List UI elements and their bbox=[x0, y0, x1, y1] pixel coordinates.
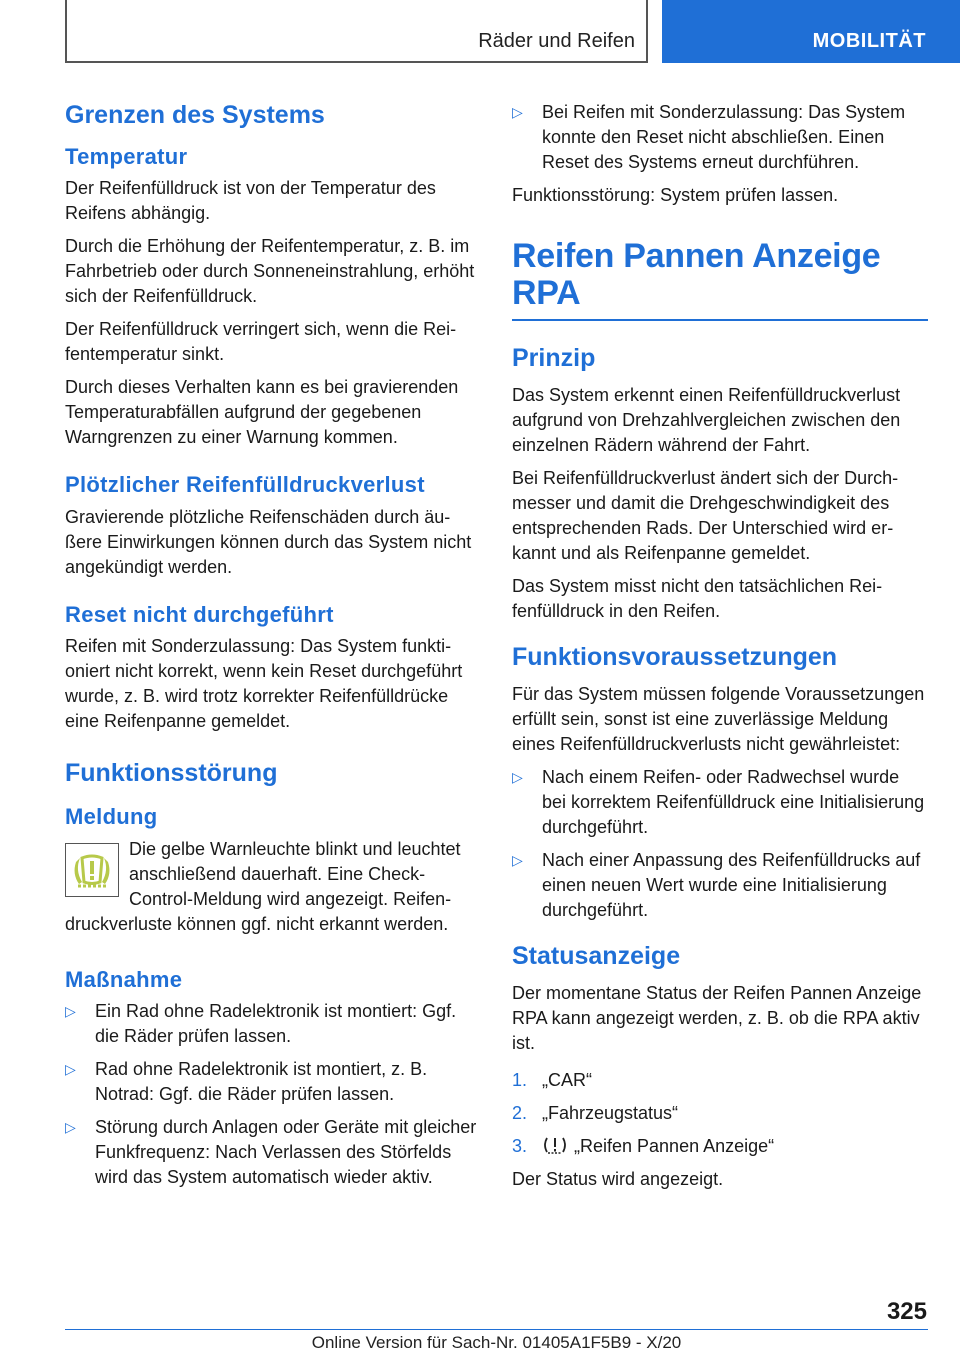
tire-pressure-warning-icon bbox=[542, 1135, 568, 1155]
paragraph: Das System misst nicht den tatsächlichen Reifenfülldruck in den Reifen. bbox=[512, 576, 883, 622]
heading-meldung: Meldung bbox=[65, 804, 158, 830]
paragraph: Gravierende plötzliche Reifenschäden durch äußere Einwirkungen können durch das System nicht angekündigt werden. bbox=[65, 506, 472, 577]
list-item: ▷ Nach einer Anpassung des Reifenfülldrucks auf einen neuen Wert wurde eine Initialisierung durchgeführt. bbox=[512, 850, 921, 921]
warning-message-block bbox=[65, 837, 480, 937]
footer-text: Online Version für Sach-Nr. 01405A1F5B9 - X/20 bbox=[311, 1333, 682, 1352]
paragraph: Der Reifenfülldruck ist von der Temperatur des Reifens abhängig. bbox=[65, 178, 436, 224]
paragraph: Das System erkennt einen Reifenfülldruckverlust aufgrund von Drehzahlvergleichen zwischen den einzelnen Rädern während der Fahrt. bbox=[512, 385, 901, 456]
heading-voraussetzungen: Funktionsvoraussetzungen bbox=[512, 643, 838, 672]
footer-rule bbox=[65, 1329, 928, 1330]
page-number: 325 bbox=[886, 1298, 927, 1325]
list-item: ▷ Ein Rad ohne Radelektronik ist montiert: Ggf. die Räder prüfen lassen. bbox=[65, 1000, 457, 1046]
list-item: ▷ Störung durch Anlagen oder Geräte mit gleicher Funkfrequenz: Nach Verlassen des Störfelds wird das System automatisch wieder aktiv. bbox=[65, 1116, 477, 1187]
step-item: 3. „Reifen Pannen Anzeige“ bbox=[512, 1136, 775, 1157]
paragraph: Der momentane Status der Reifen Pannen Anzeige RPA kann angezeigt werden, z. B. ob die RPA aktiv ist. bbox=[512, 983, 922, 1054]
voraussetzungen-list bbox=[512, 765, 928, 923]
paragraph: Der Status wird angezeigt. bbox=[512, 1169, 724, 1190]
paragraph: Funktionsstörung: System prüfen lassen. bbox=[512, 185, 839, 205]
paragraph: Bei Reifenfülldruckverlust ändert sich der Durchmesser und damit die Drehgeschwindigkeit des entsprechenden Rads. Der Unterschied wird erkannt und als Reifenpanne gemeldet. bbox=[512, 468, 899, 564]
header-section-title: Räder und Reifen bbox=[478, 30, 635, 52]
right-column bbox=[512, 100, 928, 1200]
paragraph: Durch dieses Verhalten kann es bei gravierenden Temperaturabfällen aufgrund der gegebenen Warngrenzen zu einer Warnung kommen. bbox=[65, 377, 459, 448]
triangle-bullet-icon: ▷ bbox=[512, 769, 523, 786]
triangle-bullet-icon: ▷ bbox=[65, 1060, 76, 1077]
heading-reset: Reset nicht durchgeführt bbox=[65, 601, 334, 627]
heading-rpa: Reifen Pannen Anzeige RPA bbox=[512, 237, 881, 312]
status-steps bbox=[512, 1068, 928, 1159]
massnahme-list bbox=[65, 999, 480, 1190]
step-item: 1. „CAR“ bbox=[512, 1070, 592, 1091]
heading-funktionsstoerung: Funktionsstörung bbox=[65, 759, 278, 788]
triangle-bullet-icon: ▷ bbox=[512, 852, 523, 869]
list-item: ▷ Rad ohne Radelektronik ist montiert, z. B. Notrad: Ggf. die Räder prüfen lassen. bbox=[65, 1058, 428, 1104]
paragraph: Die gelbe Warnleuchte blinkt und leuchtet anschließend dauerhaft. Eine Check-Control-Meldung wird angezeigt. Reifendruckverluste können ggf. nicht erkannt werden. bbox=[65, 838, 461, 934]
heading-ploetzlich: Plötzlicher Reifenfülldruckverlust bbox=[65, 472, 425, 498]
list-item: ▷ Bei Reifen mit Sonderzulassung: Das System konnte den Reset nicht abschließen. Einen Reset des Systems erneut durchführen. bbox=[512, 102, 906, 172]
heading-rule bbox=[512, 319, 928, 321]
step-item: 2. „Fahrzeugstatus“ bbox=[512, 1103, 679, 1124]
left-column bbox=[65, 100, 480, 1198]
reset-list bbox=[512, 100, 928, 175]
paragraph: Der Reifenfülldruck verringert sich, wenn die Reifentemperatur sinkt. bbox=[65, 319, 457, 365]
triangle-bullet-icon: ▷ bbox=[65, 1118, 76, 1135]
heading-statusanzeige: Statusanzeige bbox=[512, 942, 681, 971]
header-chapter-tab: MOBILITÄT bbox=[662, 0, 960, 63]
tire-pressure-warning-icon bbox=[65, 843, 119, 897]
triangle-bullet-icon: ▷ bbox=[512, 104, 523, 120]
triangle-bullet-icon: ▷ bbox=[65, 1002, 76, 1019]
paragraph: Durch die Erhöhung der Reifentemperatur, z. B. im Fahrbetrieb oder durch Sonneneinstrahlung, erhöht sich der Reifenfülldruck. bbox=[65, 236, 475, 307]
paragraph: Für das System müssen folgende Voraussetzungen erfüllt sein, sonst ist eine zuverlässige Meldung eines Reifenfülldruckverlusts nicht gewährleistet: bbox=[512, 684, 925, 755]
heading-grenzen: Grenzen des Systems bbox=[65, 101, 325, 129]
heading-prinzip: Prinzip bbox=[512, 344, 596, 373]
paragraph: Reifen mit Sonderzulassung: Das System funktioniert nicht korrekt, wenn kein Reset durchgeführt wurde, z. B. wird trotz korrekter Reifenfülldrücke eine Reifenpanne gemeldet. bbox=[65, 636, 463, 732]
heading-temperatur: Temperatur bbox=[65, 144, 188, 169]
list-item: ▷ Nach einem Reifen- oder Radwechsel wurde bei korrektem Reifenfülldruck eine Initialisierung durchgeführt. bbox=[512, 767, 925, 838]
heading-massnahme: Maßnahme bbox=[65, 966, 183, 992]
